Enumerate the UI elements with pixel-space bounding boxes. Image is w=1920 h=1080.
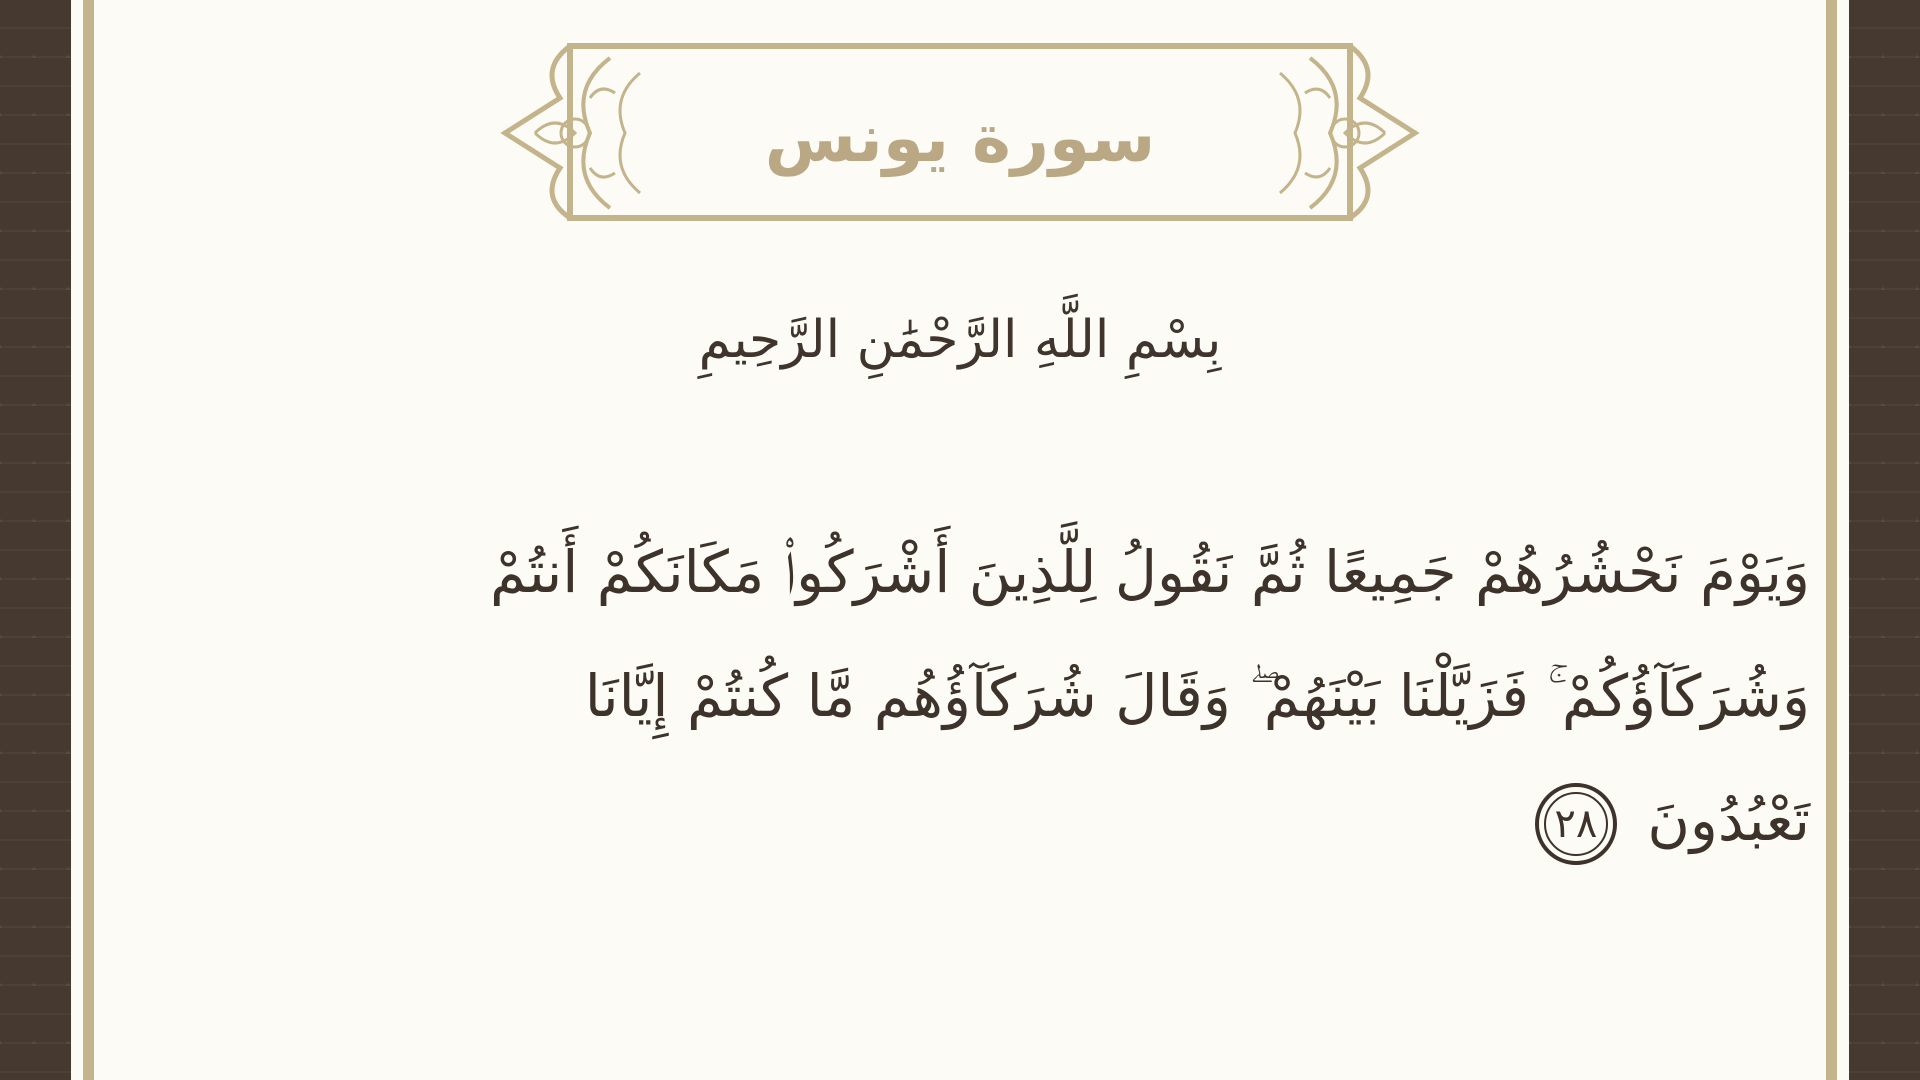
right-ornamental-border: [1849, 0, 1920, 1080]
right-gold-rule: [1826, 0, 1837, 1080]
left-gold-rule: [83, 0, 94, 1080]
surah-title-frame: [500, 38, 1420, 228]
verse-text: وَيَوْمَ نَحْشُرُهُمْ جَمِيعًا ثُمَّ نَقُولُ لِلَّذِينَ أَشْرَكُوا۟ مَكَانَكُمْ أَنتُمْ وَشُرَكَآؤُكُمْ ۚ فَزَيَّلْنَا بَيْنَهُمْ ۖ وَقَالَ شُرَكَآؤُهُم مَّا كُنتُمْ إِيَّانَا تَعْبُدُونَ: [490, 538, 1810, 854]
left-ornamental-border: [0, 0, 71, 1080]
basmala: بِسْمِ اللَّهِ الرَّحْمَٰنِ الرَّحِيمِ: [698, 310, 1222, 370]
surah-title: سورة يونس: [764, 99, 1156, 177]
ayah-number-marker: ٢٨: [1535, 783, 1617, 865]
verse-text-block: [420, 510, 1810, 882]
